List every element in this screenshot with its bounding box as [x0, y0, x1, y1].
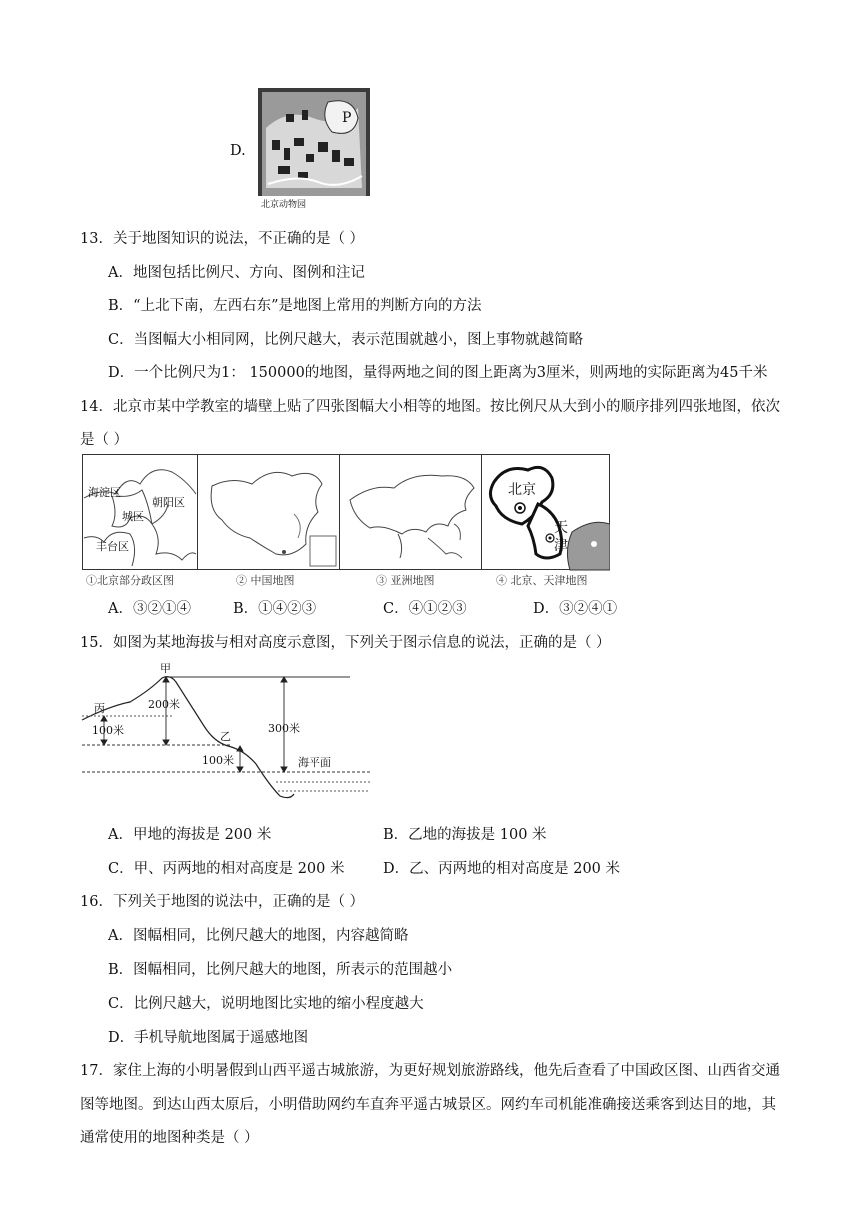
q12-option-d-label: D.	[230, 143, 246, 159]
label-beijing: 北京	[508, 482, 536, 498]
label-haidian: 海淀区	[88, 486, 121, 499]
svg-text:P: P	[342, 110, 352, 126]
measure-yi: 100米	[202, 754, 234, 767]
q15-option-d[interactable]: D．乙、丙两地的相对高度是 200 米	[383, 861, 621, 877]
q14-option-a[interactable]: A．③②①④	[108, 601, 191, 617]
q15-option-a[interactable]: A．甲地的海拔是 200 米	[108, 827, 272, 843]
caption-map4: ④ 北京、天津地图	[496, 574, 588, 587]
q17-stem-line3: 通常使用的地图种类是（ ）	[80, 1130, 259, 1146]
sea-level-label: 海平面	[298, 756, 331, 769]
caption-map3: ③ 亚洲地图	[376, 574, 435, 587]
q14-option-d[interactable]: D．③②④①	[533, 601, 618, 617]
label-chaoyang: 朝阳区	[152, 496, 185, 509]
caption-map1: ①北京部分政区图	[86, 574, 174, 587]
q15-altitude-diagram	[80, 660, 370, 808]
label-fengtai: 丰台区	[96, 540, 129, 553]
q14-stem-line1: 14．北京市某中学教室的墙壁上贴了四张图幅大小相等的地图。按比例尺从大到小的顺序排列四张地图，依次	[80, 399, 780, 415]
q14-map-strip	[82, 454, 610, 590]
caption-map2: ② 中国地图	[236, 574, 295, 587]
measure-jia-yi: 200米	[148, 698, 180, 711]
q13-option-a[interactable]: A．地图包括比例尺、方向、图例和注记	[108, 265, 365, 281]
q17-stem-line1: 17．家住上海的小明暑假到山西平遥古城旅游，为更好规划旅游路线，他先后查看了中国政区图、山西省交通	[80, 1063, 780, 1079]
label-tian: 天	[554, 520, 568, 536]
q15-option-b[interactable]: B．乙地的海拔是 100 米	[383, 827, 547, 843]
q13-option-c[interactable]: C．当图幅大小相同网，比例尺越大，表示范围就越小，图上事物就越简略	[108, 332, 584, 348]
q13-option-b[interactable]: B．“上北下南，左西右东”是地图上常用的判断方向的方法	[108, 298, 482, 314]
q14-stem-line2: 是（ ）	[80, 432, 129, 448]
q15-option-c[interactable]: C．甲、丙两地的相对高度是 200 米	[108, 861, 345, 877]
q16-option-a[interactable]: A．图幅相同，比例尺越大的地图，内容越简略	[108, 928, 409, 944]
q16-option-d[interactable]: D．手机导航地图属于遥感地图	[108, 1030, 309, 1046]
q16-stem: 16．下列关于地图的说法中，正确的是（ ）	[80, 894, 365, 910]
q14-option-c[interactable]: C．④①②③	[383, 601, 467, 617]
q14-option-b[interactable]: B．①④②③	[233, 601, 317, 617]
q17-stem-line2: 图等地图。到达山西太原后，小明借助网约车直奔平遥古城景区。网约车司机能准确接送乘客到达目的地，其	[80, 1097, 776, 1113]
measure-total: 300米	[268, 722, 300, 735]
point-bing: 丙	[94, 702, 105, 715]
q15-stem: 15．如图为某地海拔与相对高度示意图，下列关于图示信息的说法，正确的是（ ）	[80, 635, 611, 651]
q13-stem: 13．关于地图知识的说法，不正确的是（ ）	[80, 231, 365, 247]
zoo-map-caption: 北京动物园	[261, 200, 307, 210]
point-jia: 甲	[160, 662, 171, 675]
point-yi: 乙	[220, 730, 231, 743]
q13-option-d[interactable]: D．一个比例尺为1： 150000的地图，量得两地之间的图上距离为3厘米，则两地的实际距离为45千米	[108, 365, 768, 381]
measure-bing: 100米	[92, 724, 124, 737]
label-chengqu: 城区	[122, 510, 144, 523]
label-jin: 津	[554, 538, 568, 554]
zoo-map-image	[258, 88, 370, 210]
q16-option-b[interactable]: B．图幅相同，比例尺越大的地图，所表示的范围越小	[108, 962, 453, 978]
q16-option-c[interactable]: C．比例尺越大，说明地图比实地的缩小程度越大	[108, 996, 424, 1012]
